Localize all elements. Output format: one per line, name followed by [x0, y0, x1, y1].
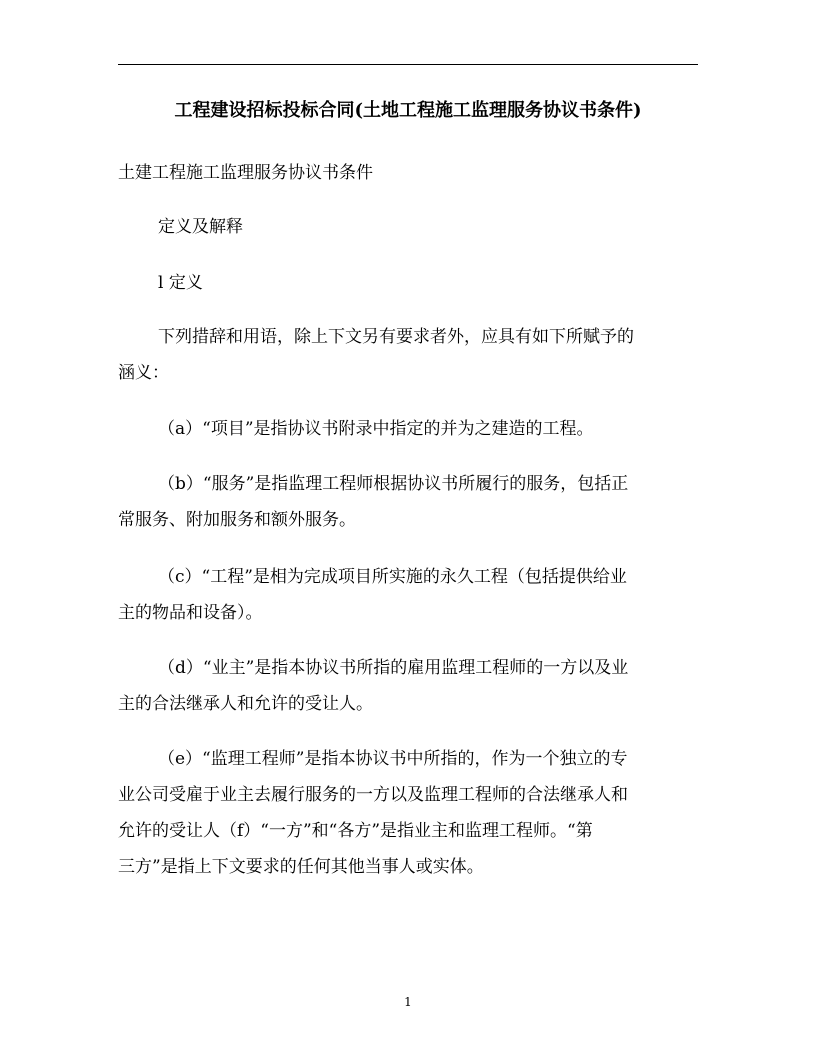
paragraph-line: （b）“服务”是指监理工程师根据协议书所履行的服务，包括正: [158, 474, 629, 494]
page-number: 1: [404, 995, 412, 1009]
subsection-heading: l 定义: [158, 273, 203, 293]
heading: 土建工程施工监理服务协议书条件: [118, 163, 373, 183]
paragraph-line: （c）“工程”是相为完成项目所实施的永久工程（包括提供给业: [158, 567, 627, 587]
paragraph-line: （a）“项目”是指协议书附录中指定的并为之建造的工程。: [158, 419, 594, 439]
paragraph-line: 允许的受让人（f）“一方”和“各方”是指业主和监理工程师。“第: [118, 821, 593, 841]
paragraph-line: 业公司受雇于业主去履行服务的一方以及监理工程师的合法继承人和: [118, 785, 628, 805]
section-heading: 定义及解释: [158, 217, 243, 237]
paragraph-line: 主的物品和设备）。: [118, 603, 263, 623]
paragraph-line: 主的合法继承人和允许的受让人。: [118, 694, 373, 714]
paragraph-line: 三方”是指上下文要求的任何其他当事人或实体。: [118, 857, 484, 877]
paragraph-line: （e）“监理工程师”是指本协议书中所指的，作为一个独立的专: [158, 749, 628, 769]
paragraph-line: （d）“业主”是指本协议书所指的雇用监理工程师的一方以及业: [158, 658, 629, 678]
paragraph-line: 下列措辞和用语，除上下文另有要求者外，应具有如下所赋予的: [158, 327, 634, 347]
paragraph-line: 常服务、附加服务和额外服务。: [118, 510, 356, 530]
document-title: 工程建设招标投标合同(土地工程施工监理服务协议书条件): [174, 100, 642, 121]
header-rule: [118, 64, 698, 65]
paragraph-line: 涵义：: [118, 363, 169, 383]
